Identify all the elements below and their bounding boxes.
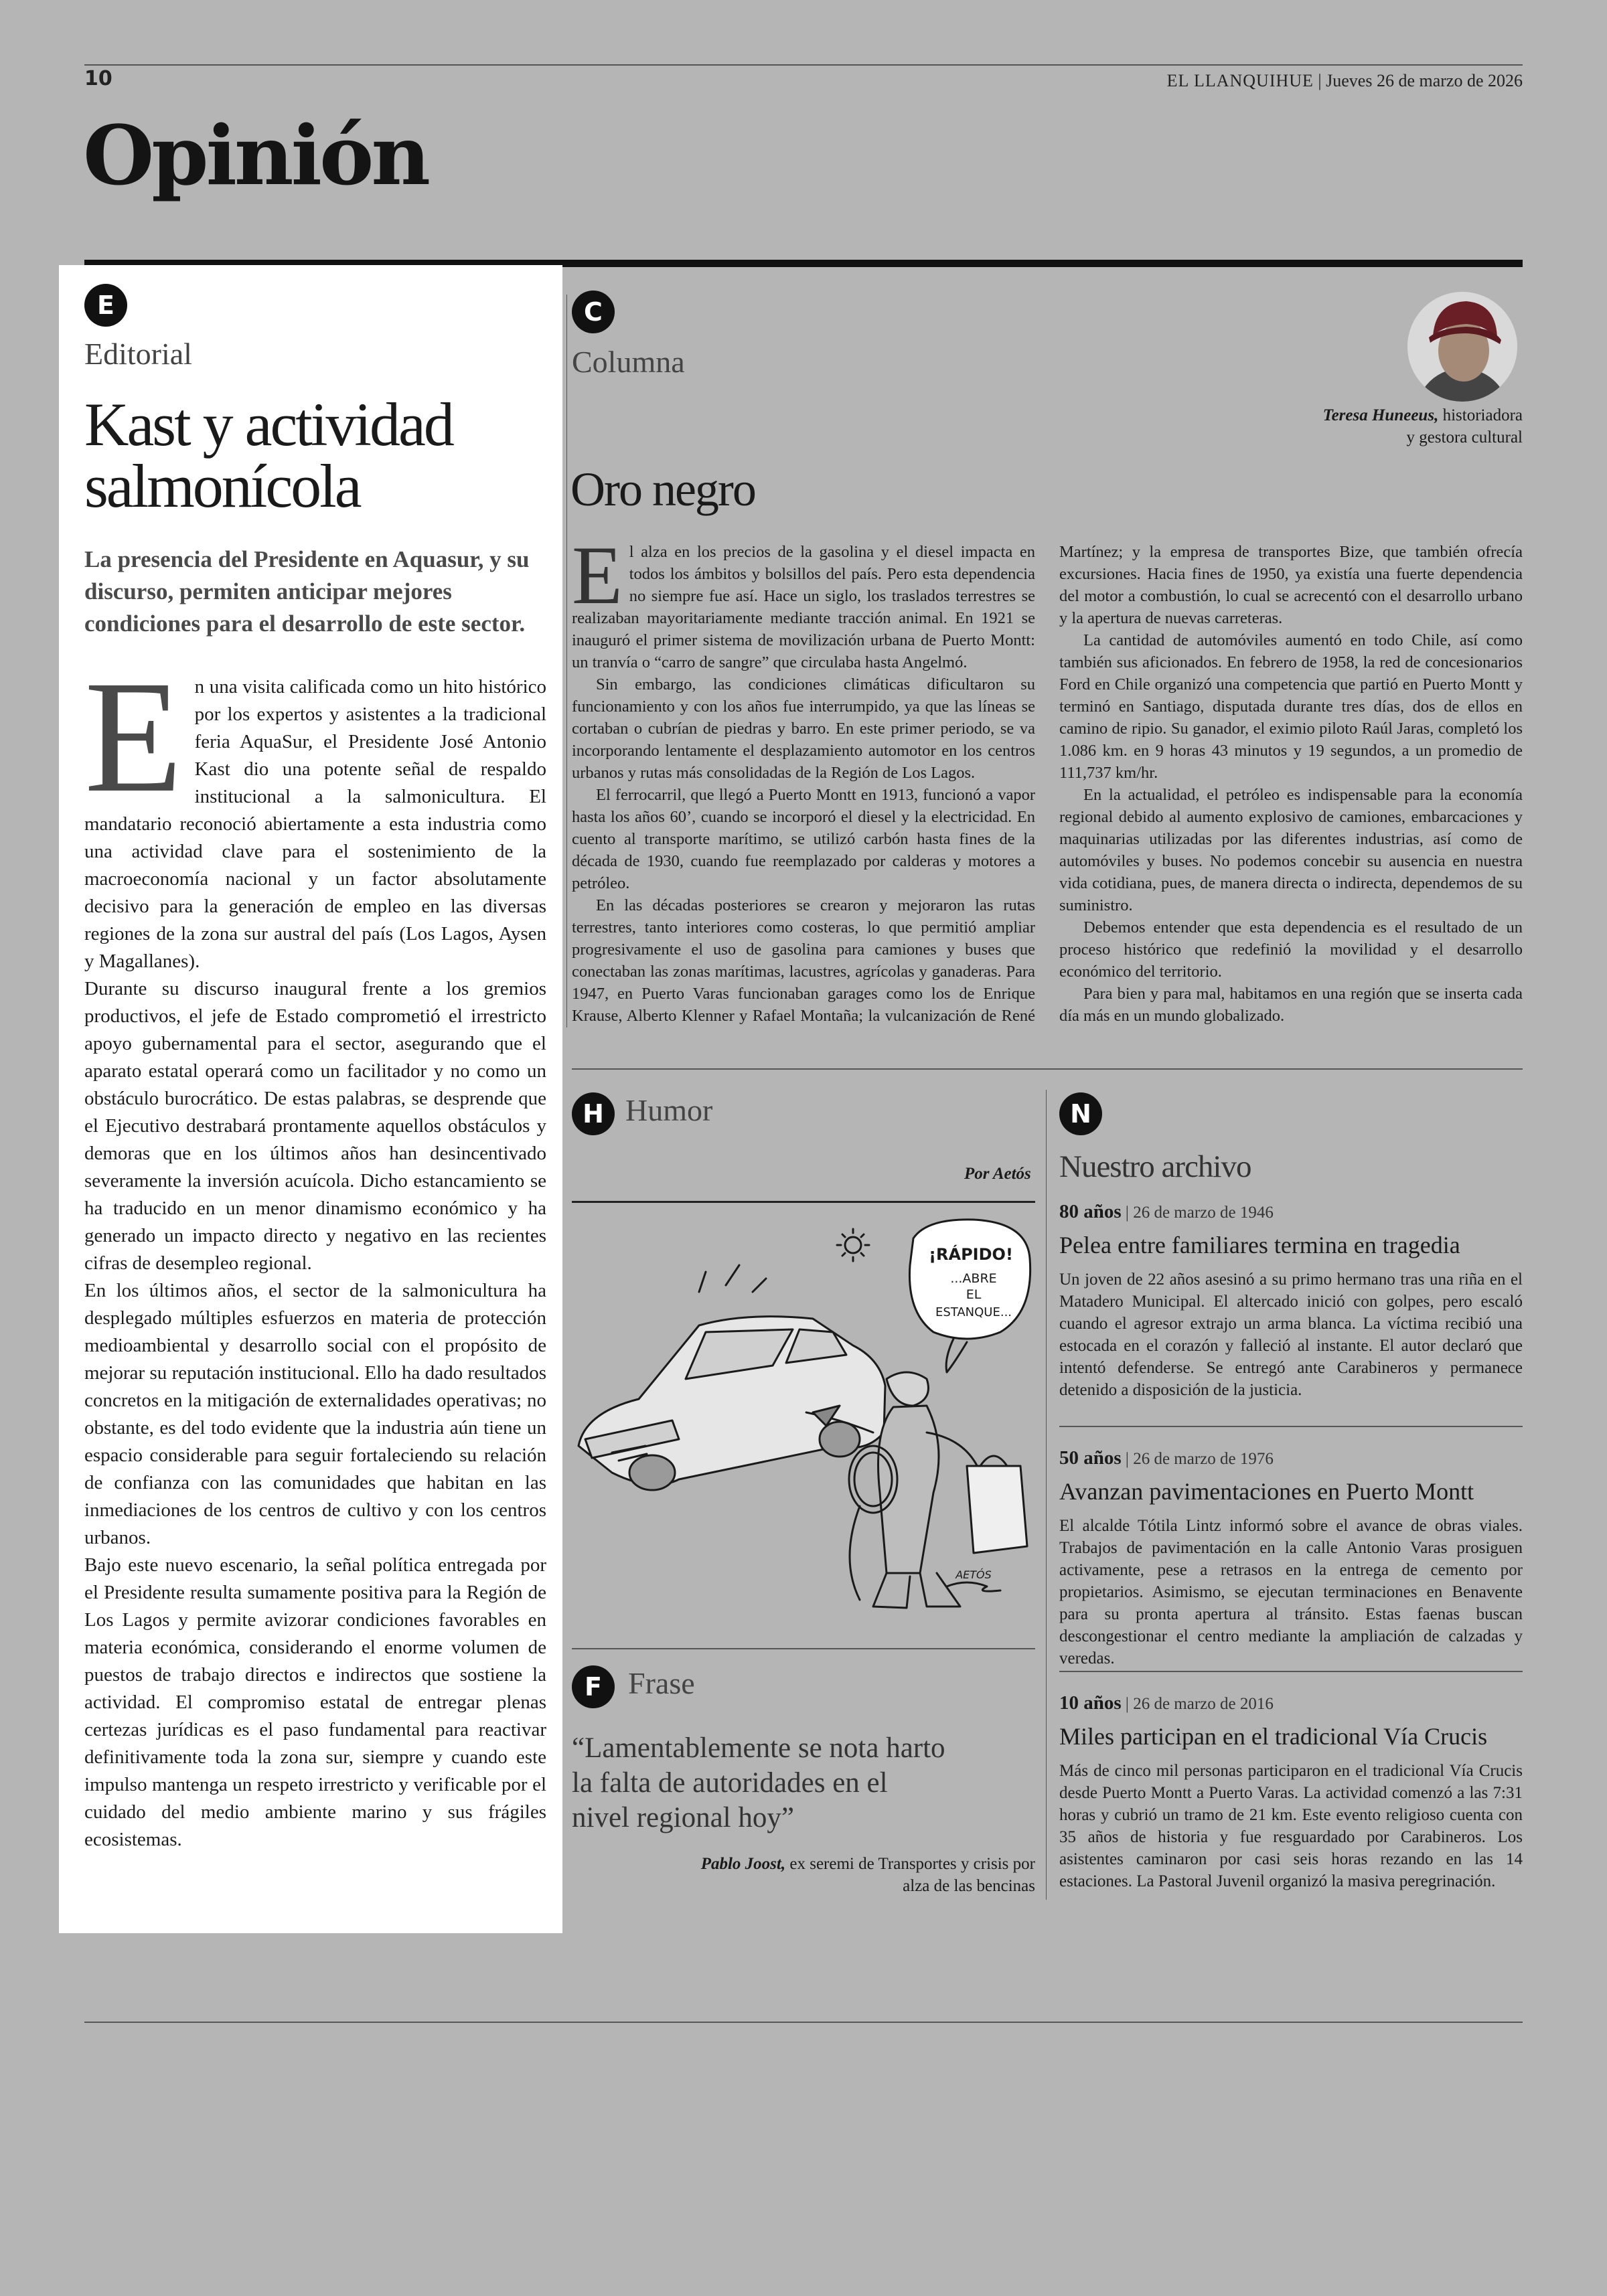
top-rule <box>84 64 1523 66</box>
section-title: Opinión <box>83 107 429 203</box>
editorial-paragraph: En los últimos años, el sector de la salmonicultura ha desplegado múltiples esfuerzos en materia de protección medioambiental y desarrollo social con el propósito de mejorar su reputación institucional. Ello ha dado resultados concretos en la mitigación de externalidades operativas; no obstante, es del todo evidente que la industria aún tiene un espacio considerable para seguir fortaleciendo su relación de confianza con las comunidades que habitan en las inmediaciones de los centros de cultivo y con los centros urbanos. <box>84 1280 546 1548</box>
humor-cartoon <box>572 1212 1035 1627</box>
page-number: 10 <box>84 67 112 90</box>
column-bottom-rule <box>572 1068 1523 1070</box>
bubble-text-2: ...ABRE <box>950 1271 997 1286</box>
author-role: historiadora <box>1442 406 1523 424</box>
archive-divider <box>1059 1426 1523 1427</box>
archive-item <box>1059 1692 1523 1892</box>
lower-divider <box>1046 1090 1047 1900</box>
archive-date-text: 26 de marzo de 2016 <box>1133 1695 1274 1713</box>
column-paragraph: l alza en los precios de la gasolina y el diesel impacta en todos los ámbitos y bolsillos del país. Pero esta dependencia no siempre fue así. Hace un siglo, los traslados terrestres se realizaban mayoritariamente mediante tracción animal. En 1921 se inauguró el primer sistema de movilización urbana de Puerto Montt: un tranvía o “carro de sangre” que circulaba hasta Angelmó. <box>572 543 1035 671</box>
archive-years: 50 años <box>1059 1447 1122 1469</box>
phrase-source-role: ex seremi de Transportes y crisis por alza de las bencinas <box>789 1855 1035 1895</box>
editorial-paragraph: n una visita calificada como un hito histórico por los expertos y asistentes a la tradicional feria AquaSur, el Presidente José Antonio Kast dio una potente señal de respaldo institucional a la salmonicultura. El mandatario reconoció abiertamente a esta industria como una actividad clave para el sostenimiento de la macroeconomía nacional y un factor absolutamente decisivo para la generación de empleo en las diversas regiones de la zona sur austral del país (Los Lagos, Aysen y Magallanes). <box>84 676 546 972</box>
archive-item <box>1059 1447 1523 1669</box>
archive-title: Nuestro archivo <box>1059 1149 1251 1184</box>
humor-bottom-rule <box>572 1648 1035 1649</box>
archive-date-text: 26 de marzo de 1946 <box>1133 1204 1274 1222</box>
column-paragraph: Para bien y para mal, habitamos en una región que se inserta cada día más en un mundo globalizado. <box>1059 985 1523 1025</box>
editorial-title: Kast y actividad salmonícola <box>84 390 453 520</box>
editorial-paragraph: Bajo este nuevo escenario, la señal política entregada por el Presidente resulta sumamente positiva para la Región de Los Lagos y permite avizorar condiciones favorables en materia económica, considerando el enorme volumen de puestos de trabajo directos e indirectos que sostiene la actividad. El compromiso estatal de entregar plenas certezas jurídicas es el paso fundamental para reactivar definitivamente toda la zona sur, siempre y cuando este impulso mantenga un respeto irrestricto y verificable por el cuidado del medio ambiente marino y sus frágiles ecosistemas. <box>84 1554 546 1850</box>
editorial-lead: La presencia del Presidente en Aquasur, y su discurso, permiten anticipar mejores condiciones para el desarrollo de este sector. <box>84 546 530 637</box>
editorial-dropcap: E <box>84 647 183 825</box>
editorial-body <box>84 647 546 1854</box>
column-author <box>1323 404 1523 448</box>
archive-date: 10 años | 26 de marzo de 2016 <box>1059 1692 1274 1714</box>
archive-headline: Avanzan pavimentaciones en Puerto Montt <box>1059 1478 1474 1505</box>
editorial-kicker: Editorial <box>84 337 192 371</box>
humor-kicker: Humor <box>625 1093 713 1127</box>
column-paragraph: La cantidad de automóviles aumentó en todo Chile, así como también sus aficionados. En febrero de 1958, la red de concesionarios Ford en Chile organizó una competencia que partió en Puerto Montt y terminó en Santiago, disputada durante tres días, dos de ellos en camino de ripio. Su ganador, el eximio piloto Raúl Jaras, completó los 1.086 km. en 9 horas 43 minutos y 19 segundos, a un promedio de 111,737 km/hr. <box>1059 631 1523 782</box>
author-role-2: y gestora cultural <box>1406 428 1523 446</box>
editorial-badge: E <box>84 284 127 327</box>
newspaper-name: EL LLANQUIHUE <box>1166 71 1314 90</box>
column-kicker: Columna <box>572 345 685 379</box>
archive-headline: Miles participan en el tradicional Vía Crucis <box>1059 1723 1488 1750</box>
column-paragraph: En las décadas posteriores se crearon y mejoraron las rutas terrestres, tanto interiores como costeras, lo que permitió ampliar progresivamente el uso de gasolina para camiones y buses que conectaban las zonas marítimas, lacustres, agrícolas y ganaderas. Para 1947, en Puerto Varas funcionaban garages como los de Enrique Krause, Alberto Klenner y Rafael Montaña; la vulcanización de René Martínez; y la empresa de transportes Bize, que también ofrecía excursiones. Hacia fines de 1950, ya existía una fuerte dependencia del motor a combustión, lo cual se acrecentó con el desarrollo urbano y la apertura de nuevas carreteras. <box>572 543 1523 1025</box>
bubble-text-4: ESTANQUE... <box>935 1305 1012 1319</box>
phrase-source <box>696 1853 1035 1897</box>
column-divider <box>566 295 567 1028</box>
humor-badge: H <box>572 1092 615 1135</box>
archive-text: Un joven de 22 años asesinó a su primo hermano tras una riña en el Matadero Municipal. El altercado inició con golpes, pero escaló cuando el agresor extrajo un arma blanca. La víctima recibió una estocada en el corazón y falleció al instante. El autor declaró que intentó defenderse. Se entregó ante Carabineros y permanece detenido a disposición de la justicia. <box>1059 1270 1523 1399</box>
archive-years: 80 años <box>1059 1201 1122 1222</box>
column-title: Oro negro <box>570 463 755 516</box>
column-badge: C <box>572 291 615 333</box>
editorial-paragraph: Durante su discurso inaugural frente a los gremios productivos, el jefe de Estado comprometió el irrestricto apoyo gubernamental para el sector, asegurando que el aparato estatal operará como un facilitador y no como un obstáculo burocrático. De estas palabras, se desprende que el Ejecutivo destrabará prontamente aquellos obstáculos y demoras que en los últimos años han desincentivado severamente la inversión acuícola. Dicho estancamiento se ha traducido en un menor dinamismo económico y ha generado un impacto directo y negativo en las recientes cifras de desempleo regional. <box>84 978 546 1274</box>
archive-badge: N <box>1059 1092 1102 1135</box>
column-paragraph: El ferrocarril, que llegó a Puerto Montt en 1913, funcionó a vapor hasta los años 60’, cuando se incorporó el diesel y la electricidad. En cuento al transporte marítimo, se utilizó carbón hasta fines de la década de 1930, cuando fue reemplazado por calderas y motores a petróleo. <box>572 786 1035 892</box>
bubble-text-1: ¡RÁPIDO! <box>929 1245 1013 1264</box>
humor-author: Por Aetós <box>964 1165 1031 1183</box>
author-photo <box>1402 289 1523 404</box>
column-paragraph: Debemos entender que esta dependencia es el resultado de un proceso histórico que redefinió la movilidad y el desarrollo económico del territorio. <box>1059 918 1523 981</box>
archive-text: Más de cinco mil personas participaron en el tradicional Vía Crucis desde Puerto Montt a Puerto Varas. La actividad comenzó a las 7:31 horas y cubrió un tramo de 21 km. Este evento religioso cuenta con 35 años de historia y fue resguardado por Carabineros. Los asistentes caminaron por casi seis horas rezando en las 14 estaciones. La Pastoral Juvenil organizó la masiva peregrinación. <box>1059 1762 1523 1890</box>
bubble-text-3: EL <box>966 1287 982 1302</box>
cartoon-signature: AETÓS <box>955 1568 992 1581</box>
bottom-rule <box>84 2022 1523 2023</box>
author-name: Teresa Huneeus, <box>1322 406 1439 424</box>
archive-headline: Pelea entre familiares termina en tragedia <box>1059 1232 1460 1258</box>
column-body <box>572 529 1523 1032</box>
phrase-kicker: Frase <box>628 1666 695 1700</box>
archive-years: 10 años <box>1059 1692 1122 1714</box>
archive-text: El alcalde Tótila Lintz informó sobre el avance de obras viales. Trabajos de pavimentación en la calle Antonio Varas prosiguen activamente, pese a retrasos en la entrega de cemento por propietarios. Asimismo, se ejecutan terminaciones en Benavente para su pronta apertura al tránsito. Estas faenas buscan descongestionar el centro mediante la ampliación de calzadas y veredas. <box>1059 1517 1523 1667</box>
phrase-badge: F <box>572 1665 615 1708</box>
phrase-source-name: Pablo Joost, <box>700 1855 786 1873</box>
column-dropcap: E <box>572 529 623 621</box>
column-paragraph: Sin embargo, las condiciones climáticas dificultaron su funcionamiento y con los años fue interrumpido, ya que las líneas se cortaban o cubrían de piedras y barro. En este primer periodo, se va incorporando lentamente el desplazamiento automotor en los centros urbanos y rutas más consolidadas de la Región de Los Lagos. <box>572 675 1035 782</box>
phrase-quote: “Lamentablemente se nota harto la falta de autoridades en el nivel regional hoy” <box>572 1732 945 1833</box>
column-paragraph: En la actualidad, el petróleo es indispensable para la economía regional debido al aumento explosivo de camiones, embarcaciones y maquinarias utilizadas por las diferentes industrias, así como de automóviles y buses. No podemos concebir su ausencia en nuestra vida cotidiana, pues, de manera directa o indirecta, dependemos de su suministro. <box>1059 786 1523 914</box>
archive-date: 50 años | 26 de marzo de 1976 <box>1059 1447 1274 1469</box>
archive-divider <box>1059 1671 1523 1672</box>
humor-rule <box>572 1201 1035 1203</box>
masthead: EL LLANQUIHUE | Jueves 26 de marzo de 2026 <box>1166 71 1523 90</box>
archive-item <box>1059 1201 1523 1401</box>
edition-date: Jueves 26 de marzo de 2026 <box>1326 71 1523 90</box>
archive-date: 80 años | 26 de marzo de 1946 <box>1059 1201 1274 1222</box>
archive-date-text: 26 de marzo de 1976 <box>1133 1450 1274 1468</box>
